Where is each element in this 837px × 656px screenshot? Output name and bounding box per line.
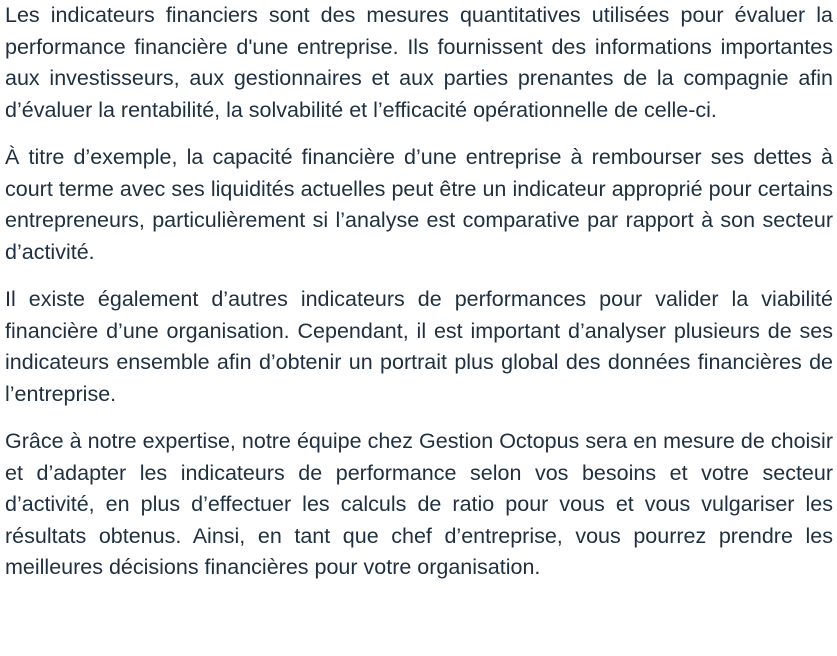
paragraph-intro: Les indicateurs financiers sont des mesures quantitatives utilisées pour évaluer la performance financière d'une entreprise. Ils fournissent des informations importantes aux investisseurs, aux gestionnaires et aux parties prenantes de la compagnie afin d’évaluer la rentabilité, la solvabilité et l’efficacité opérationnelle de celle-ci.	[5, 3, 833, 122]
paragraph-other-indicators: Il existe également d’autres indicateurs de performances pour valider la viabilité financière d’une organisation. Cependant, il est important d’analyser plusieurs de ses indicateurs ensemble afin d’obtenir un portrait plus global des données financières de l’entreprise.	[5, 287, 833, 406]
paragraph-expertise: Grâce à notre expertise, notre équipe chez Gestion Octopus sera en mesure de choisir et d’adapter les indicateurs de performance selon vos besoins et votre secteur d’activité, en plus d’effectuer les calculs de ratio pour vous et vous vulgariser les résultats obtenus. Ainsi, en tant que chef d’entreprise, vous pourrez prendre les meilleures décisions financières pour votre organisation.	[5, 429, 833, 579]
paragraph-example: À titre d’exemple, la capacité financière d’une entreprise à rembourser ses dettes à court terme avec ses liquidités actuelles peut être un indicateur approprié pour certains entrepreneurs, particulièrement si l’analyse est comparative par rapport à son secteur d’activité.	[5, 145, 833, 264]
